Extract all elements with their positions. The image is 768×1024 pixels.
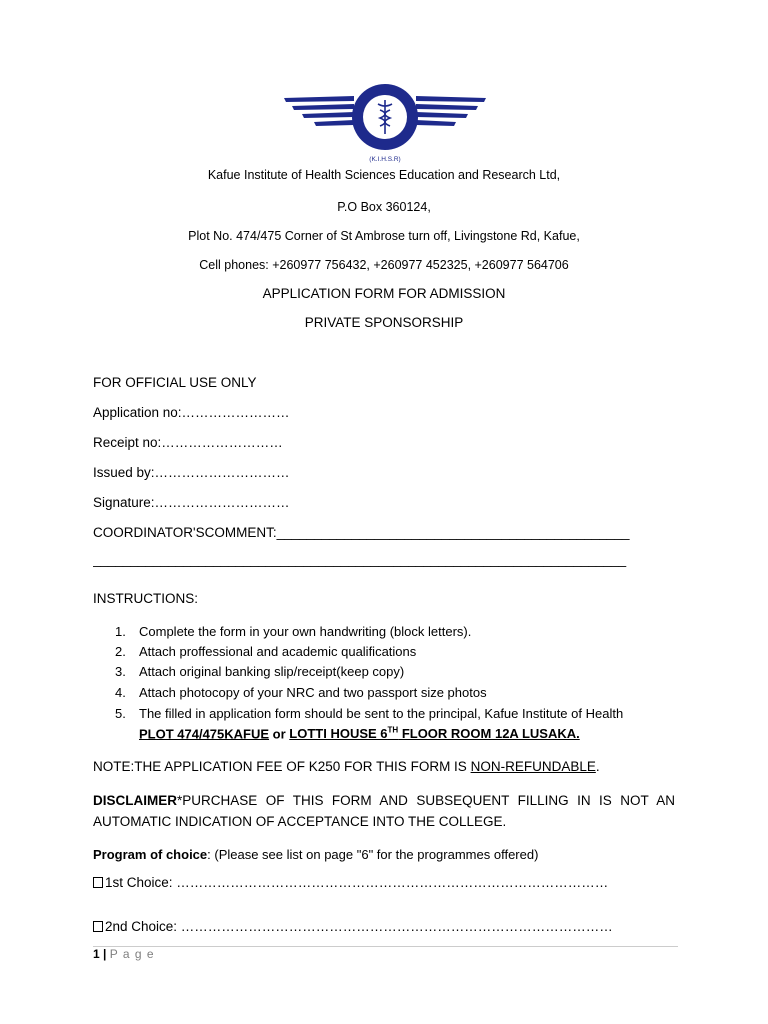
form-title: APPLICATION FORM FOR ADMISSION — [262, 286, 506, 301]
phone-numbers: Cell phones: +260977 756432, +260977 452325, +260977 564706 — [199, 258, 569, 272]
disclaimer — [93, 790, 675, 832]
program-choice — [93, 847, 538, 862]
fee-note: NOTE:THE APPLICATION FEE OF K250 FOR THIS FORM IS NON-REFUNDABLE. — [93, 759, 600, 774]
instruction-item: 4. Attach photocopy of your NRC and two passport size photos — [115, 685, 487, 700]
first-choice-row[interactable] — [93, 875, 608, 890]
institute-logo — [282, 84, 488, 164]
second-choice-field[interactable]: 2nd Choice: …………………………………………………………………………………… — [105, 919, 613, 934]
institution-name: Kafue Institute of Health Sciences Education and Research Ltd, — [207, 168, 561, 182]
non-refundable-text: NON-REFUNDABLE — [470, 759, 596, 774]
second-choice-row[interactable] — [93, 919, 613, 934]
footer-divider — [93, 946, 678, 947]
footer-separator: | — [103, 947, 107, 961]
first-choice-field[interactable]: 1st Choice: …………………………………………………………………………………… — [105, 875, 609, 890]
plot-address: PLOT 474/475KAFUE — [139, 726, 270, 742]
program-label: Program of choice — [93, 847, 208, 862]
application-no-field[interactable]: Application no:…………………… — [93, 405, 290, 420]
instructions-heading: INSTRUCTIONS: — [93, 591, 199, 606]
coordinator-comment-field[interactable]: COORDINATOR'SCOMMENT:_______________________________________________ — [93, 525, 630, 540]
page-footer — [93, 947, 155, 961]
page-number: 1 — [93, 947, 100, 961]
physical-address: Plot No. 474/475 Corner of St Ambrose turn off, Livingstone Rd, Kafue, — [188, 229, 580, 243]
official-use-heading: FOR OFFICIAL USE ONLY — [93, 375, 257, 390]
program-hint: : (Please see list on page "6" for the programmes offered) — [207, 847, 539, 862]
instruction-item: 5. The filled in application form should be sent to the principal, Kafue Institute of Health — [115, 706, 624, 721]
signature-field[interactable]: Signature:………………………… — [93, 495, 290, 510]
checkbox-icon[interactable] — [93, 921, 103, 932]
submission-address — [139, 726, 580, 741]
instruction-item: 2. Attach proffessional and academic qualifications — [115, 644, 417, 659]
disclaimer-text: *PURCHASE OF THIS FORM AND SUBSEQUENT FILLING IN IS NOT AN AUTOMATIC INDICATION OF ACCEPTANCE INTO THE COLLEGE. — [93, 793, 675, 829]
lotti-address: LOTTI HOUSE 6TH FLOOR ROOM 12A LUSAKA. — [289, 726, 580, 742]
checkbox-icon[interactable] — [93, 877, 103, 888]
issued-by-field[interactable]: Issued by:………………………… — [93, 465, 290, 480]
disclaimer-label: DISCLAIMER — [93, 793, 177, 808]
page-label: P a g e — [109, 947, 155, 961]
coordinator-comment-line[interactable]: _______________________________________________________________________ — [93, 552, 627, 567]
logo-caption: (K.I.H.S.R) — [369, 156, 401, 163]
instruction-item: 3. Attach original banking slip/receipt(keep copy) — [115, 664, 405, 679]
instruction-item: 1. Complete the form in your own handwriting (block letters). — [115, 624, 472, 639]
left-wing-icon — [284, 96, 354, 126]
receipt-no-field[interactable]: Receipt no:……………………… — [93, 435, 283, 450]
right-wing-icon — [416, 96, 486, 126]
address-or: or — [272, 726, 286, 742]
po-box: P.O Box 360124, — [337, 200, 431, 214]
form-subtitle: PRIVATE SPONSORSHIP — [304, 315, 464, 330]
